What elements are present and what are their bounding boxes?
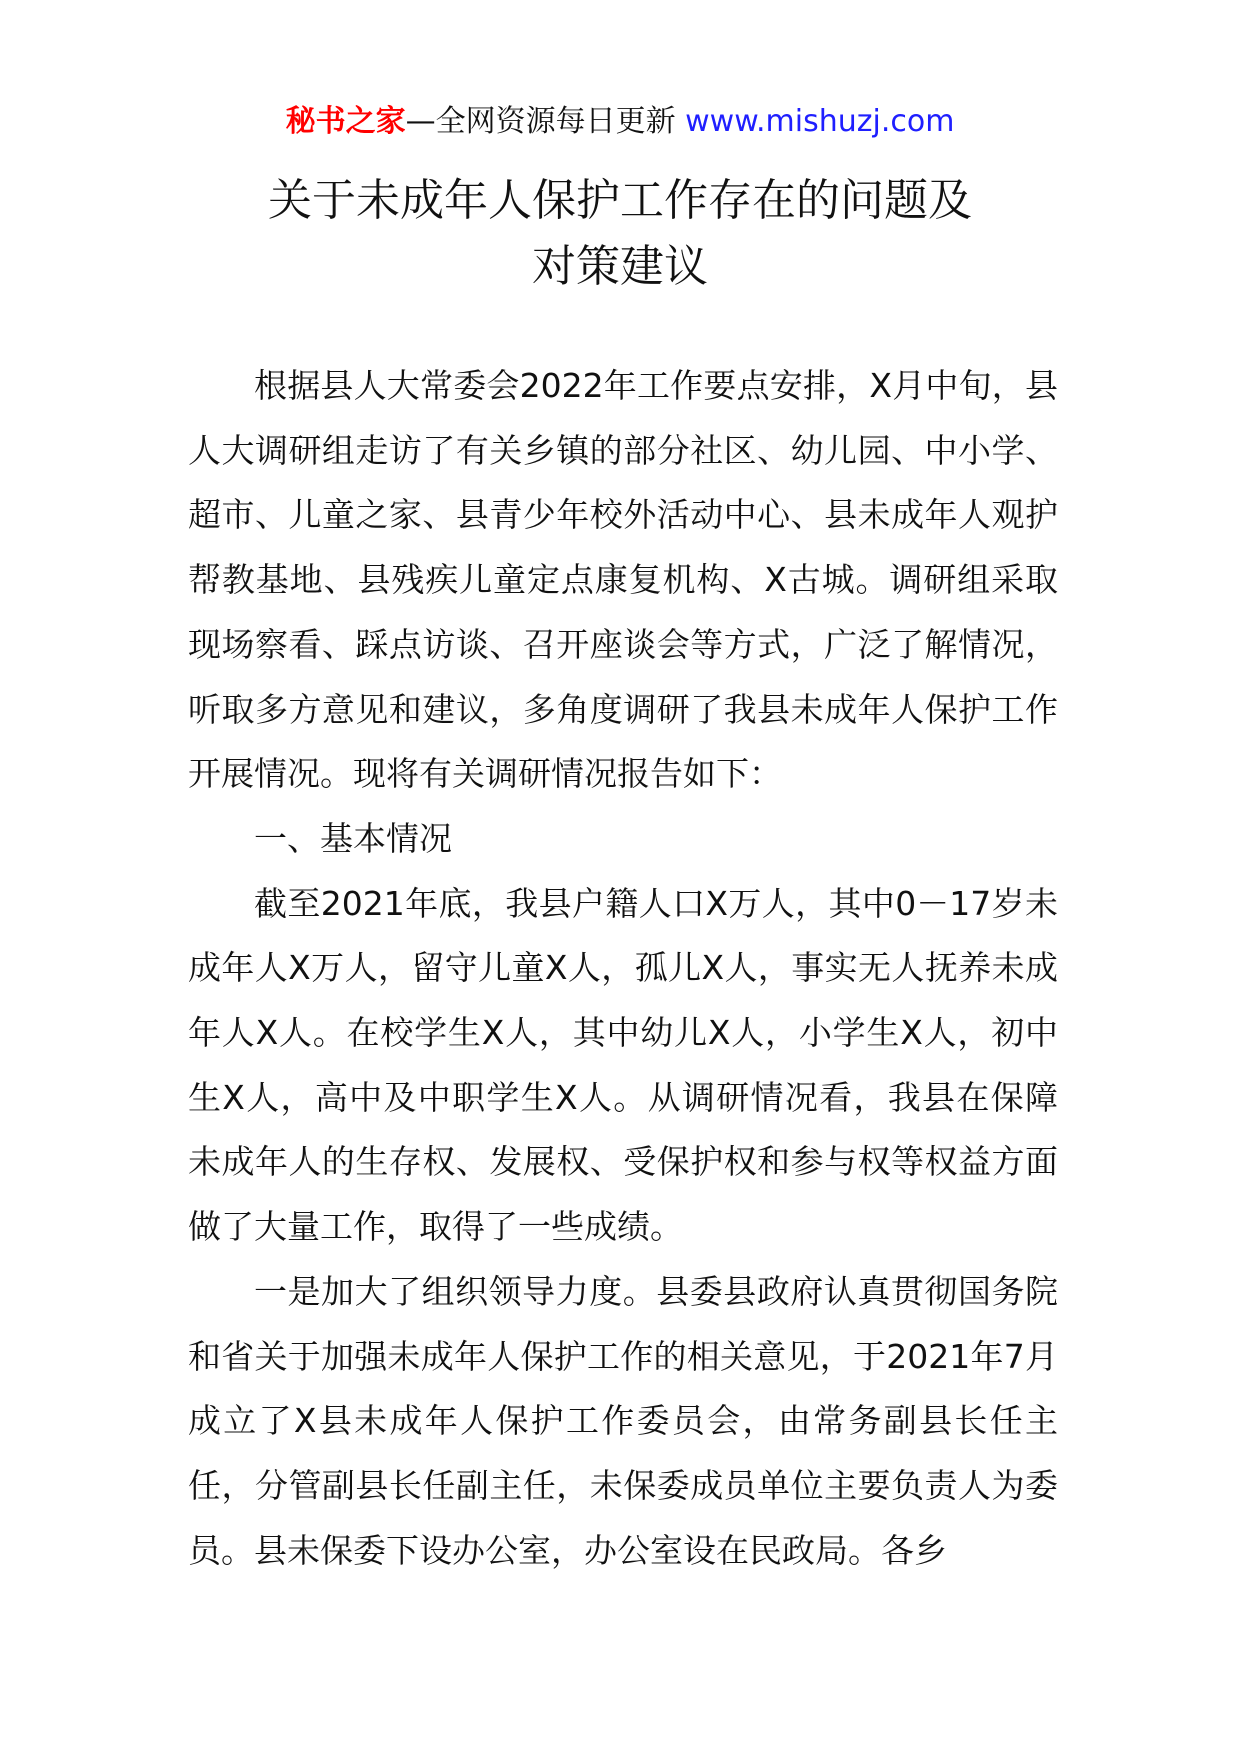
section-heading-basic-situation: 一、基本情况 (254, 818, 452, 858)
site-header (0, 102, 1240, 142)
paragraph-population-stats: 截至2021年底，我县户籍人口X万人，其中0－17岁未成年人X万人，留守儿童X人，孤儿X人，事实无人抚养未成年人X人。在校学生X人，其中幼儿X人，小学生X人，初中生X人，高中及中职学生X人。从调研情况看，我县在保障未成年人的生存权、发展权、受保护权和参与权等权益方面做了大量工作，取得了一些成绩。 (188, 883, 1058, 1247)
header-tagline: 全网资源每日更新 (435, 104, 676, 139)
document-body (188, 354, 1058, 1583)
brand-name: 秘书之家 (285, 104, 406, 139)
header-dash: — (405, 104, 436, 139)
paragraph-intro: 根据县人大常委会2022年工作要点安排，X月中旬，县人大调研组走访了有关乡镇的部分社区、幼儿园、中小学、超市、儿童之家、县青少年校外活动中心、县未成年人观护帮教基地、县残疾儿童定点康复机构、X古城。调研组采取现场察看、踩点访谈、召开座谈会等方式，广泛了解情况，听取多方意见和建议，多角度调研了我县未成年人保护工作开展情况。现将有关调研情况报告如下： (188, 366, 1058, 794)
document-title (0, 168, 1240, 300)
paragraph-organization-leadership: 一是加大了组织领导力度。县委县政府认真贯彻国务院和省关于加强未成年人保护工作的相关意见，于2021年7月成立了X县未成年人保护工作委员会，由常务副县长任主任，分管副县长任副主任，未保委成员单位主要负责人为委员。县未保委下设办公室，办公室设在民政局。各乡 (188, 1271, 1058, 1570)
site-url-link[interactable]: www.mishuzj.com (685, 104, 955, 139)
title-line-2: 对策建议 (532, 241, 708, 292)
title-line-1: 关于未成年人保护工作存在的问题及 (268, 175, 972, 226)
